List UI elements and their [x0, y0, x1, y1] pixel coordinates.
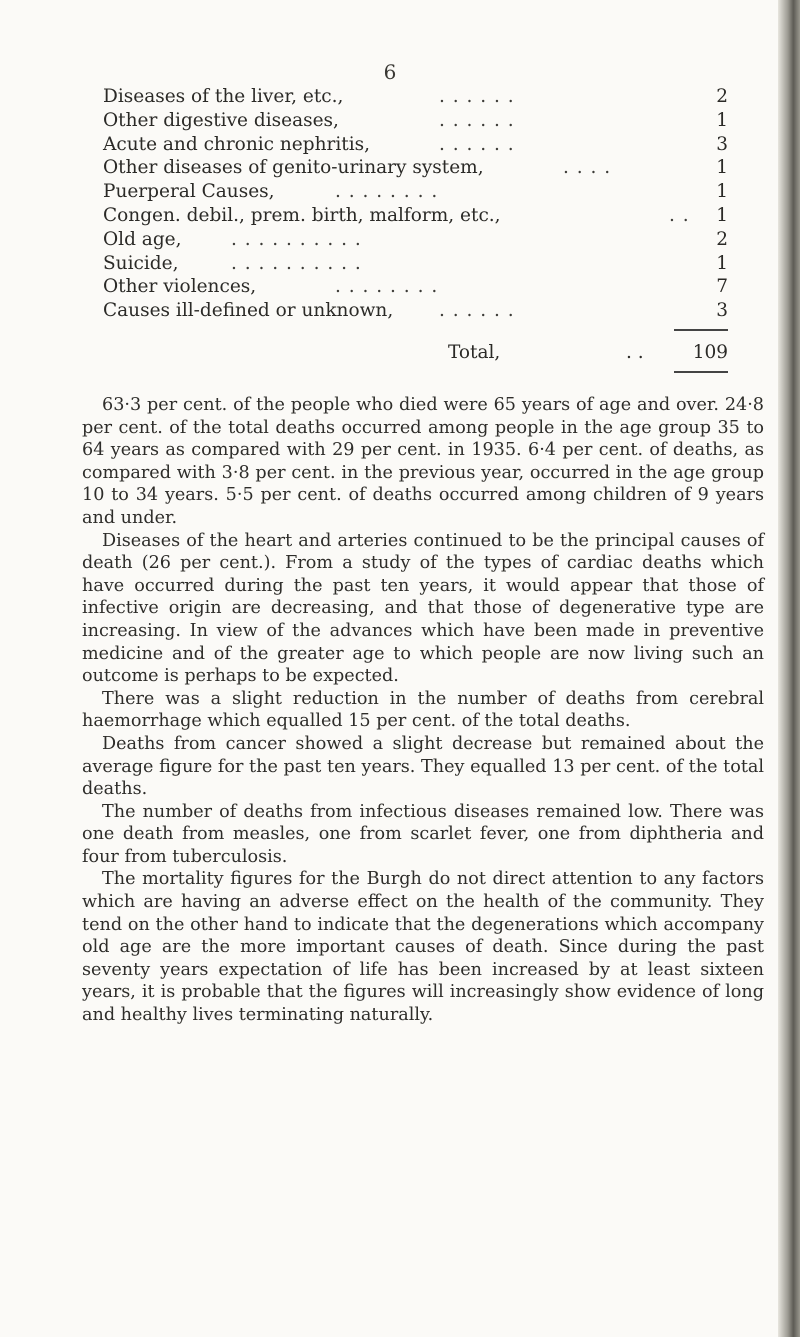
cause-label: Congen. debil., prem. birth, malform, etc.,: [103, 204, 501, 226]
paragraph-infectious-diseases: The number of deaths from infectious diseases remained low. There was one death from measles, one from scarlet fever, one from diphtheria and four from tuberculosis.: [82, 801, 764, 867]
cause-count: 2: [716, 228, 728, 250]
leader-dots: . .: [669, 204, 690, 226]
table-row: [103, 109, 728, 133]
scanned-page-edge: [778, 0, 800, 1337]
leader-dots: . . . . . .: [439, 300, 515, 322]
cause-count: 3: [716, 300, 728, 322]
table-row: [103, 133, 728, 157]
leader-dots: . . . .: [563, 157, 612, 179]
table-row: [103, 299, 728, 323]
total-rule-top: [674, 329, 728, 331]
page-number: 6: [383, 60, 397, 84]
leader-dots: . .: [626, 342, 644, 363]
table-row: [103, 252, 728, 276]
cause-label: Other violences,: [103, 276, 257, 298]
paragraph-age-distribution: 63·3 per cent. of the people who died were 65 years of age and over. 24·8 per cent. of the total deaths occurred among people in the age group 35 to 64 years as compared with 29 per cent. in 1935. 6·4 per cent. of deaths, as compared with 3·8 per cent. in the previous year, occurred in the age group 10 to 34 years. 5·5 per cent. of deaths occurred among children of 9 years and under.: [82, 395, 764, 528]
cause-count: 7: [716, 276, 728, 298]
paragraph-heart-disease: Diseases of the heart and arteries continued to be the principal causes of death (26 per cent.). From a study of the types of cardiac deaths which have occurred during the past ten years, it would appear that those of infective origin are decreasing, and that those of degenerative type are increasing. In view of the advances which have been made in preventive medicine and of the greater age to which people are now living such an outcome is perhaps to be expected.: [82, 530, 764, 687]
leader-dots: . . . . . .: [439, 109, 515, 131]
cause-label: Other digestive diseases,: [103, 109, 339, 131]
leader-dots: . . . . . . . . . .: [231, 228, 362, 250]
leader-dots: . . . . . . . .: [335, 181, 439, 203]
leader-dots: . . . . . .: [439, 86, 515, 107]
paragraph-mortality-summary: The mortality figures for the Burgh do not direct attention to any factors which are having an adverse effect on the health of the community. They tend on the other hand to indicate that the degenerations which accompany old age are the more important causes of death. Since during the past seventy years expectation of life has been increased by at least sixteen years, it is probable that the figures will increasingly show evidence of long and healthy lives terminating naturally.: [82, 869, 764, 1026]
cause-count: 1: [716, 181, 728, 203]
paragraph-cancer: Deaths from cancer showed a slight decrease but remained about the average figure for the past ten years. They equalled 13 per cent. of the total deaths.: [82, 733, 764, 800]
causes-of-death-table: [103, 85, 728, 323]
total-value: 109: [692, 342, 728, 363]
cause-count: 2: [716, 86, 728, 107]
total-row: [0, 341, 728, 365]
cause-count: 1: [716, 109, 728, 131]
cause-label: Suicide,: [103, 252, 179, 274]
cause-label: Old age,: [103, 228, 182, 250]
cause-label: Causes ill-defined or unknown,: [103, 300, 394, 322]
cause-count: 1: [716, 204, 728, 226]
total-rule-bottom: [674, 371, 728, 373]
table-row: [103, 275, 728, 299]
cause-count: 1: [716, 252, 728, 274]
cause-count: 3: [716, 133, 728, 155]
cause-label: Acute and chronic nephritis,: [103, 133, 371, 155]
cause-label: Other diseases of genito-urinary system,: [103, 157, 484, 179]
leader-dots: . . . . . . . . . .: [231, 252, 362, 274]
cause-count: 1: [716, 157, 728, 179]
paragraph-cerebral-haemorrhage: There was a slight reduction in the number of deaths from cerebral haemorrhage which equalled 15 per cent. of the total deaths.: [82, 688, 764, 732]
total-label: Total,: [448, 342, 501, 363]
table-row: [103, 228, 728, 252]
table-row: [103, 180, 728, 204]
report-body: [82, 394, 764, 1027]
cause-label: Puerperal Causes,: [103, 181, 275, 203]
table-row: [103, 156, 728, 180]
table-row: [103, 204, 728, 228]
cause-label: Diseases of the liver, etc.,: [103, 86, 344, 107]
table-row: [103, 85, 728, 109]
leader-dots: . . . . . . . .: [335, 276, 439, 298]
leader-dots: . . . . . .: [439, 133, 515, 155]
